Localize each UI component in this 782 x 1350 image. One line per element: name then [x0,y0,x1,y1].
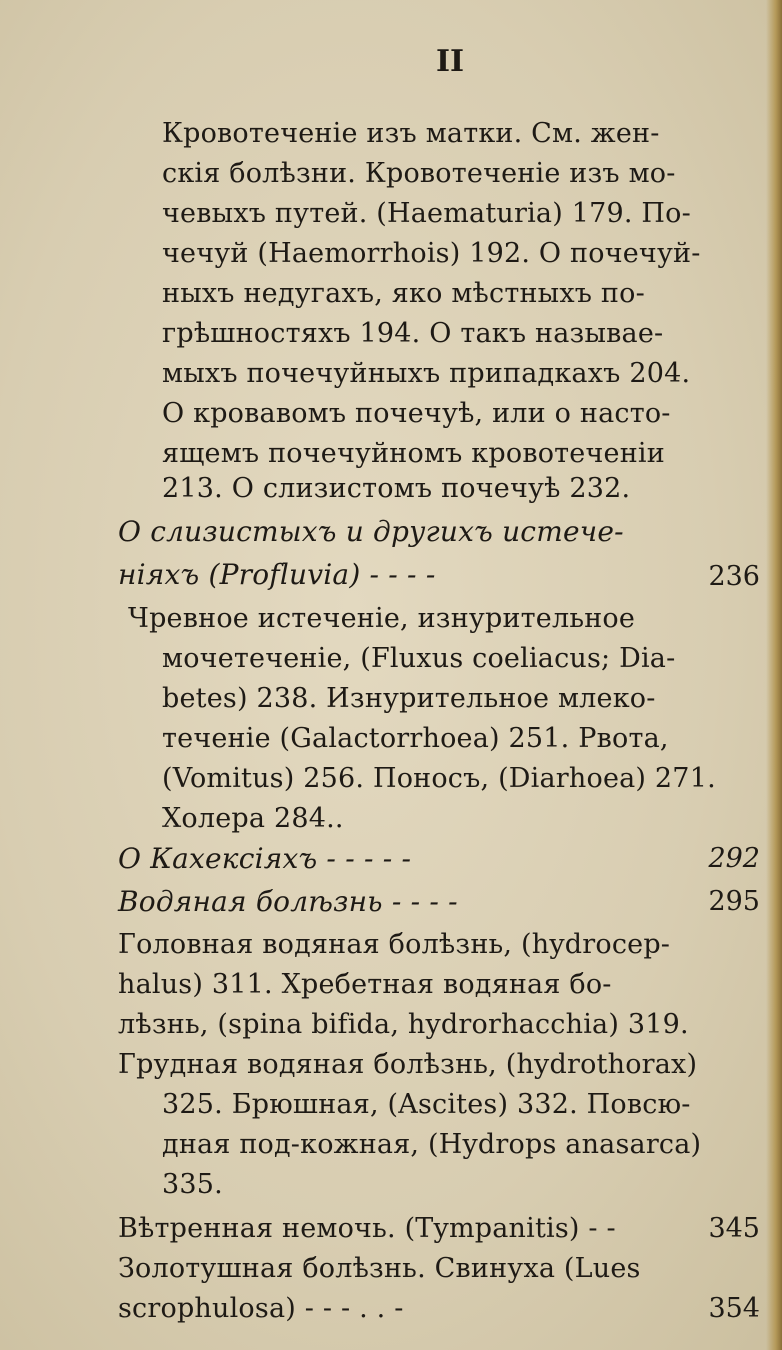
text-line: Чревное истеченіе, изнурительное [128,603,636,634]
text-line: (Vomitus) 256. Поносъ, (Diarhoea) 271. [162,763,716,794]
text-line: 335. [162,1169,223,1200]
text-line: scrophulosa) - - - . . - [118,1293,404,1324]
text-line: Кровотеченіе изъ матки. См. жен- [162,118,660,149]
text-line: ящемъ почечуйномъ кровотеченіи [162,438,665,469]
text-line: Грудная водяная болѣзнь, (hydrothorax) [118,1049,698,1080]
page-edge [766,0,782,1350]
text-line: betes) 238. Изнурительное млеко- [162,683,656,714]
text-line: О кровавомъ почечуѣ, или о насто- [162,398,671,429]
text-line: чечуй (Haemorrhois) 192. О почечуй- [162,238,701,269]
text-line: Головная водяная болѣзнь, (hydrocep- [118,929,671,960]
section-heading: Золотушная болѣзнь. Свинуха (Lues [118,1253,641,1284]
page-number: II [435,44,465,79]
page-ref: 292 [708,843,760,874]
text-line: 213. О слизистомъ почечуѣ 232. [162,473,631,504]
text-line: мочетеченіе, (Fluxus coeliacus; Dia- [162,643,676,674]
text-line: Холера 284.. [162,803,344,834]
page-ref: 354 [708,1293,760,1324]
section-heading: Вѣтренная немочь. (Tympanitis) - - [118,1213,616,1244]
text-line: дная под-кожная, (Hydrops anasarca) [162,1129,702,1160]
page-ref: 345 [708,1213,760,1244]
section-heading: ніяхъ (Profluvia) - - - - [118,558,436,591]
text-line: грѣшностяхъ 194. О такъ называе- [162,318,664,349]
text-line: ныхъ недугахъ, яко мѣстныхъ по- [162,278,645,309]
section-heading: О слизистыхъ и другихъ истече- [118,515,624,548]
page-ref: 236 [708,561,760,592]
page-ref: 295 [708,886,760,917]
section-heading: Водяная болѣзнь - - - - [118,885,458,918]
text-line: теченіе (Galactorrhoea) 251. Рвота, [162,723,669,754]
text-line: скія болѣзни. Кровотеченіе изъ мо- [162,158,676,189]
text-line: мыхъ почечуйныхъ припадкахъ 204. [162,358,691,389]
text-line: лѣзнь, (spina bifida, hydrorhacchia) 319. [118,1009,689,1040]
section-heading: О Кахексіяхъ - - - - - [118,842,412,875]
text-line: чевыхъ путей. (Haematuria) 179. По- [162,198,691,229]
text-line: halus) 311. Хребетная водяная бо- [118,969,612,1000]
text-line: 325. Брюшная, (Ascites) 332. Повсю- [162,1089,691,1120]
